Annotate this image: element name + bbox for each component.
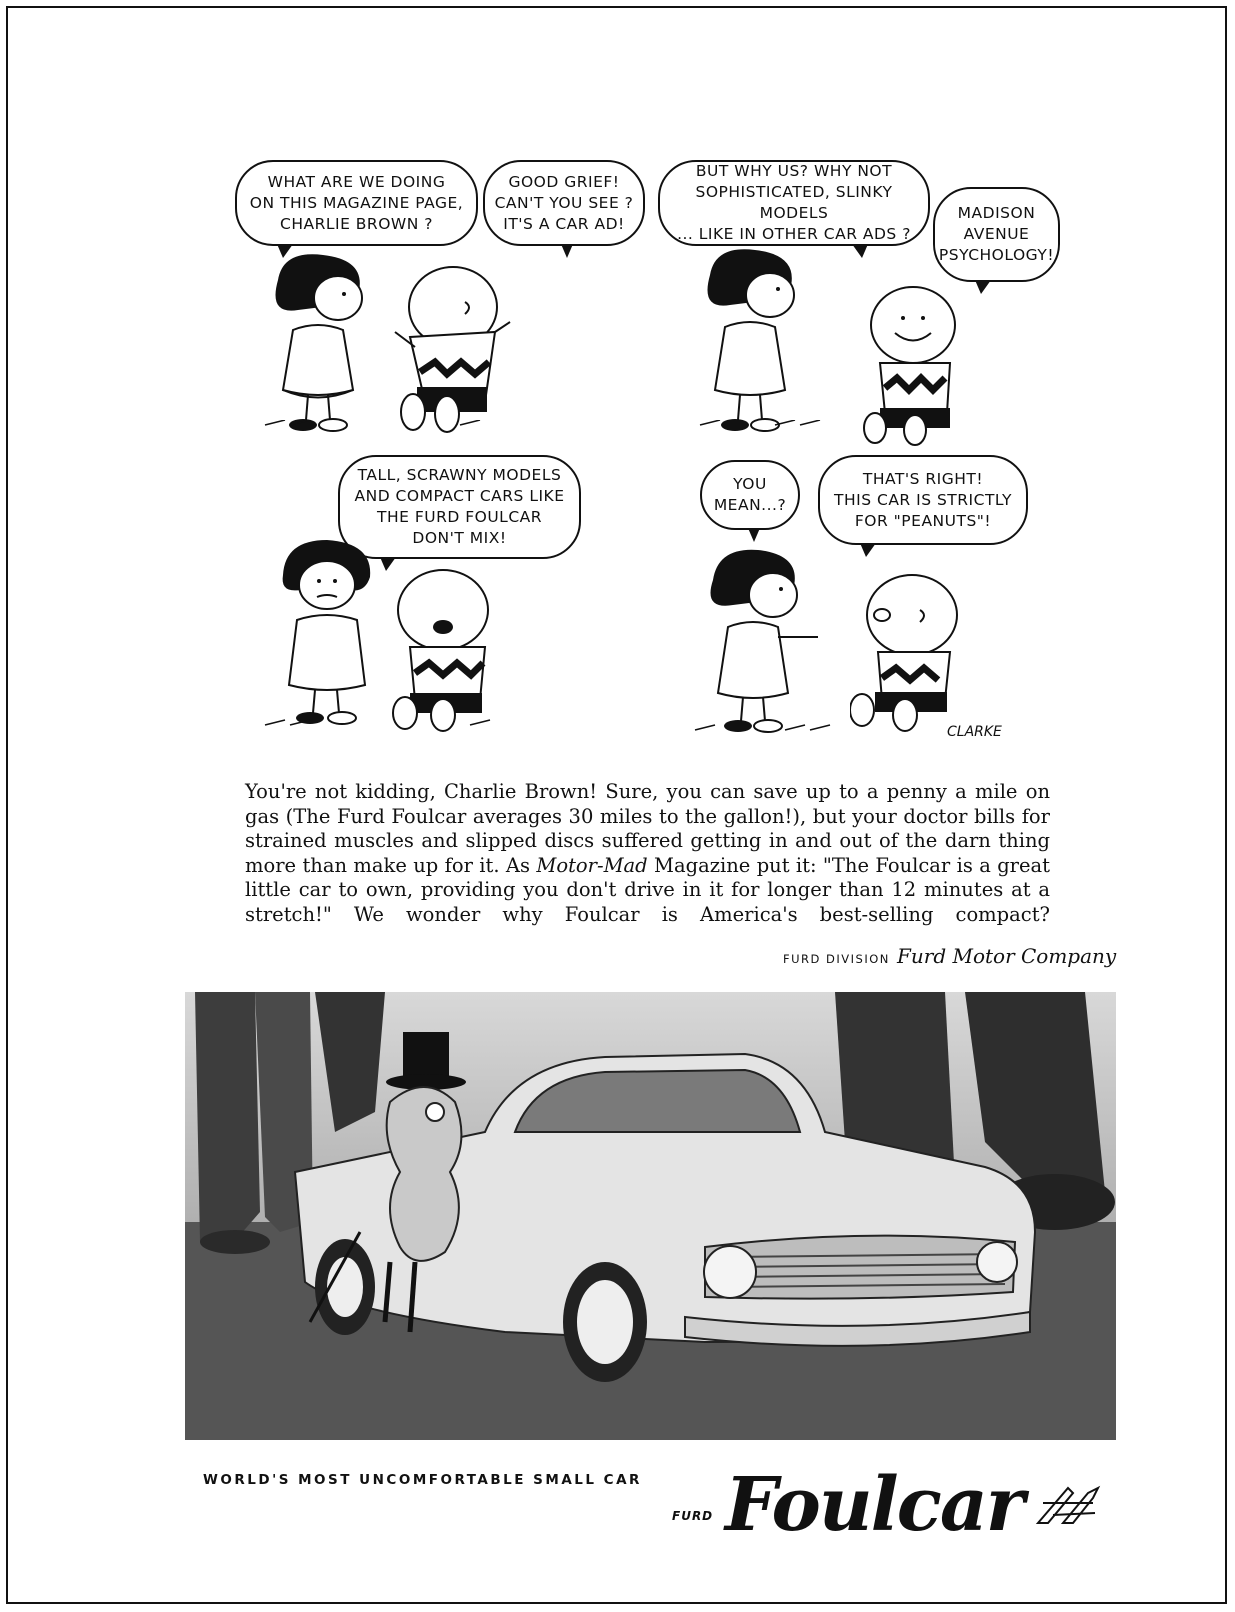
- furd-motor-company-logo: Furd Motor Company: [897, 944, 1117, 968]
- ground-lines: [255, 420, 1035, 740]
- car-scene-graphic: [185, 992, 1116, 1440]
- artist-signature: CLARKE: [947, 724, 1002, 740]
- ad-tagline: WORLD'S MOST UNCOMFORTABLE SMALL CAR: [203, 1472, 642, 1488]
- panel1-charlie-bubble: GOOD GRIEF! CAN'T YOU SEE ? IT'S A CAR AD!: [483, 160, 645, 246]
- ad-body-copy: [245, 780, 1050, 927]
- magazine-name: Motor-Mad: [536, 853, 648, 877]
- furd-division-label: FURD DIVISION: [783, 952, 890, 966]
- panel4-lucy-bubble: YOU MEAN...?: [700, 460, 800, 530]
- panel2-lucy-bubble: BUT WHY US? WHY NOT SOPHISTICATED, SLINKY MODELS ... LIKE IN OTHER CAR ADS ?: [658, 160, 930, 246]
- car-illustration: [185, 992, 1116, 1440]
- copy-part-1: You're not kidding, Charlie Brown! Sure, you can save up to a penny a mile on gas (The Furd Foulcar averages 30 miles to the gallon!), but your doctor bills for strained muscles and slipped discs suffered getting in and out of the darn thing more than make up for it. As: [245, 780, 1050, 877]
- woman-legs: [195, 992, 260, 1252]
- brand-emblem-icon: [1033, 1483, 1103, 1528]
- brand-model-logo: Foulcar: [725, 1462, 1023, 1548]
- panel1-lucy-figure: [258, 250, 388, 440]
- panel2-charlie-bubble: MADISON AVENUE PSYCHOLOGY!: [933, 187, 1060, 282]
- panel1-charlie-figure: [385, 262, 515, 442]
- brand-make: FURD: [672, 1509, 714, 1523]
- panel3-lucy-bubble: TALL, SCRAWNY MODELS AND COMPACT CARS LIKE THE FURD FOULCAR DON'T MIX!: [338, 455, 581, 559]
- panel1-lucy-bubble: WHAT ARE WE DOING ON THIS MAGAZINE PAGE, CHARLIE BROWN ?: [235, 160, 478, 246]
- copy-part-2: Magazine put it: "The Foulcar is a great little car to own, providing you don't drive in it for longer than 12 minutes at a stretch!" We wonder why Foulcar is America's best-selling compact?: [245, 853, 1051, 926]
- panel4-charlie-bubble: THAT'S RIGHT! THIS CAR IS STRICTLY FOR "PEANUTS"!: [818, 455, 1028, 545]
- panel2-lucy-figure: [690, 245, 820, 440]
